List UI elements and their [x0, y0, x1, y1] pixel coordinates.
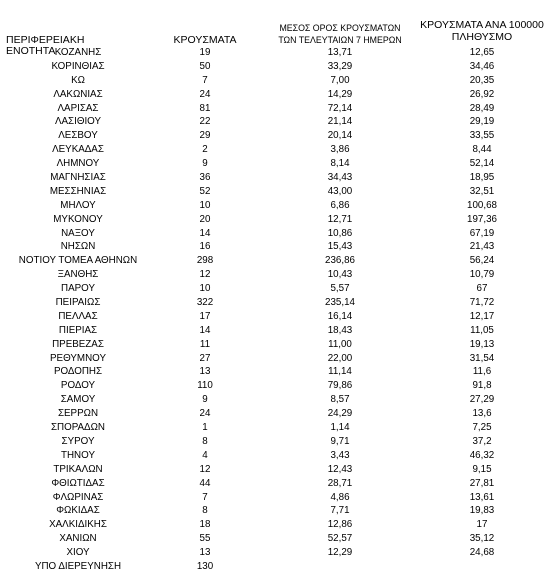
table-row [0, 199, 544, 213]
region-cell: ΣΑΜΟΥ [60, 394, 96, 406]
per-100k-cell: 13,61 [469, 491, 495, 503]
seven-day-average-cell: 8,57 [330, 394, 350, 406]
per-100k-cell: 100,68 [467, 199, 497, 211]
seven-day-average-cell: 3,86 [330, 144, 350, 156]
region-cell: ΦΩΚΙΔΑΣ [56, 505, 100, 517]
region-cell: ΡΟΔΟΥ [60, 380, 96, 392]
per-100k-cell: 20,35 [469, 74, 495, 86]
per-100k-cell: 27,29 [469, 394, 495, 406]
table-row [0, 171, 544, 185]
region-cell: ΡΕΘΥΜΝΟΥ [50, 352, 106, 364]
region-cell: ΣΥΡΟΥ [61, 435, 95, 447]
region-cell: ΛΗΜΝΟΥ [56, 158, 100, 170]
table-row [0, 421, 544, 435]
table-row [0, 504, 544, 518]
table-row [0, 129, 544, 143]
seven-day-average-cell: 18,43 [327, 324, 353, 336]
table-row [0, 213, 544, 227]
seven-day-average-cell: 7,71 [330, 505, 350, 517]
cases-cell: 44 [199, 477, 211, 489]
per-100k-cell: 7,25 [472, 422, 492, 434]
table-row [0, 157, 544, 171]
cases-cell: 50 [199, 60, 211, 72]
region-cell: ΚΟΡΙΝΘΙΑΣ [51, 60, 105, 72]
seven-day-average-cell: 7,00 [330, 74, 350, 86]
seven-day-average-cell: 16,14 [327, 310, 353, 322]
table-row [0, 491, 544, 505]
seven-day-average-cell: 6,86 [330, 199, 350, 211]
per-100k-cell: 26,92 [469, 88, 495, 100]
per-100k-cell: 56,24 [469, 255, 495, 267]
table-row [0, 268, 544, 282]
per-100k-cell: 67,19 [469, 227, 495, 239]
region-cell: ΚΩ [71, 74, 85, 86]
header-cases-per-100k-line1: ΚΡΟΥΣΜΑΤΑ ΑΝΑ 100000 [420, 19, 544, 31]
table-row [0, 115, 544, 129]
per-100k-cell: 35,12 [469, 533, 495, 545]
seven-day-average-cell: 24,29 [327, 408, 353, 420]
header-region: ΠΕΡΙΦΕΡΕΙΑΚΗ ΕΝΟΤΗΤΑ [6, 34, 85, 57]
cases-cell: 22 [199, 116, 211, 128]
seven-day-average-cell: 10,86 [327, 227, 353, 239]
per-100k-cell: 37,2 [472, 435, 492, 447]
seven-day-average-cell: 12,29 [327, 547, 353, 559]
table-row [0, 560, 544, 574]
table-row [0, 296, 544, 310]
region-cell: ΦΘΙΩΤΙΔΑΣ [51, 477, 105, 489]
per-100k-cell: 28,49 [469, 102, 495, 114]
per-100k-cell: 17 [476, 519, 488, 531]
per-100k-cell: 12,65 [469, 47, 495, 58]
seven-day-average-cell: 11,14 [328, 366, 352, 378]
region-cell: ΠΕΛΛΑΣ [58, 310, 98, 322]
cases-cell: 10 [199, 283, 211, 295]
table-row [0, 365, 544, 379]
region-cell: ΞΑΝΘΗΣ [57, 269, 99, 281]
per-100k-cell: 32,51 [469, 185, 495, 197]
region-cell: ΤΗΝΟΥ [61, 449, 95, 461]
cases-cell: 55 [199, 533, 211, 545]
seven-day-average-cell: 33,29 [327, 60, 353, 72]
cases-cell: 7 [202, 74, 208, 86]
region-cell: ΧΑΝΙΩΝ [59, 533, 97, 545]
region-cell: ΣΕΡΡΩΝ [57, 408, 99, 420]
cases-cell: 130 [196, 560, 214, 572]
cases-cell: 7 [202, 491, 208, 503]
per-100k-cell: 9,15 [472, 463, 492, 475]
cases-cell: 13 [199, 547, 211, 559]
table-row [0, 185, 544, 199]
cases-cell: 4 [202, 449, 208, 461]
seven-day-average-cell: 235,14 [325, 297, 355, 309]
per-100k-cell: 21,43 [469, 241, 495, 253]
cases-cell: 2 [202, 144, 208, 156]
per-100k-cell: 11,6 [472, 366, 492, 378]
region-cell: ΜΕΣΣΗΝΙΑΣ [49, 185, 107, 197]
per-100k-cell: 46,32 [469, 449, 495, 461]
per-100k-cell: 11,05 [470, 324, 494, 336]
seven-day-average-cell: 12,43 [327, 463, 353, 475]
seven-day-average-cell: 15,43 [327, 241, 353, 253]
seven-day-average-cell: 72,14 [327, 102, 353, 114]
per-100k-cell: 34,46 [469, 60, 495, 72]
seven-day-average-cell: 43,00 [327, 185, 353, 197]
seven-day-average-cell: 13,71 [327, 47, 353, 58]
seven-day-average-cell: 11,00 [328, 338, 352, 350]
table-row [0, 254, 544, 268]
cases-cell: 9 [202, 158, 208, 170]
seven-day-average-cell: 79,86 [327, 380, 353, 392]
seven-day-average-cell: 4,86 [330, 491, 350, 503]
per-100k-cell: 12,17 [469, 310, 495, 322]
table-row [0, 240, 544, 254]
table-row [0, 352, 544, 366]
cases-cell: 14 [199, 227, 211, 239]
cases-cell: 10 [199, 199, 211, 211]
header-seven-day-average [270, 22, 410, 46]
cases-cell: 24 [199, 408, 211, 420]
region-cell: ΠΑΡΟΥ [61, 283, 95, 295]
per-100k-cell: 197,36 [467, 213, 497, 225]
region-cell: ΜΗΛΟΥ [60, 199, 96, 211]
per-100k-cell: 13,6 [472, 408, 492, 420]
table-row [0, 477, 544, 491]
region-cell: ΛΑΚΩΝΙΑΣ [53, 88, 103, 100]
table-row [0, 393, 544, 407]
cases-cell: 12 [199, 463, 211, 475]
cases-cell: 36 [199, 172, 211, 184]
header-cases-per-100k [420, 19, 544, 43]
per-100k-cell: 18,95 [469, 172, 495, 184]
seven-day-average-cell: 3,43 [330, 449, 350, 461]
per-100k-cell: 27,81 [469, 477, 495, 489]
cases-cell: 29 [199, 130, 211, 142]
region-cell: ΝΟΤΙΟΥ ΤΟΜΕΑ ΑΘΗΝΩΝ [18, 255, 138, 267]
region-cell: ΜΥΚΟΝΟΥ [53, 213, 103, 225]
per-100k-cell: 29,19 [469, 116, 495, 128]
per-100k-cell: 19,83 [469, 505, 495, 517]
per-100k-cell: 91,8 [472, 380, 492, 392]
table-row [0, 324, 544, 338]
per-100k-cell: 24,68 [469, 547, 495, 559]
per-100k-cell: 10,79 [469, 269, 495, 281]
region-cell: ΛΑΡΙΣΑΣ [57, 102, 99, 114]
seven-day-average-cell: 20,14 [327, 130, 353, 142]
seven-day-average-cell: 10,43 [327, 269, 353, 281]
table-row [0, 102, 544, 116]
cases-cell: 11 [199, 338, 211, 350]
region-cell: ΣΠΟΡΑΔΩΝ [50, 422, 106, 434]
region-cell: ΤΡΙΚΑΛΩΝ [53, 463, 103, 475]
cases-cell: 8 [202, 505, 208, 517]
seven-day-average-cell: 12,86 [327, 519, 353, 531]
table-row [0, 310, 544, 324]
region-cell: ΠΙΕΡΙΑΣ [58, 324, 98, 336]
region-cell: ΦΛΩΡΙΝΑΣ [52, 491, 104, 503]
table-row [0, 463, 544, 477]
cases-cell: 1 [202, 422, 208, 434]
seven-day-average-cell: 1,14 [330, 422, 350, 434]
per-100k-cell: 52,14 [469, 158, 495, 170]
table-row [0, 407, 544, 421]
cases-cell: 8 [202, 435, 208, 447]
region-cell: ΠΡΕΒΕΖΑΣ [52, 338, 104, 350]
region-cell: ΠΕΙΡΑΙΩΣ [55, 297, 101, 309]
cases-cell: 81 [199, 102, 211, 114]
seven-day-average-cell: 12,71 [327, 213, 353, 225]
cases-cell: 110 [197, 380, 213, 392]
cases-cell: 322 [196, 297, 214, 309]
table-row [0, 546, 544, 560]
region-cell: ΥΠΟ ΔΙΕΡΕΥΝΗΣΗ [34, 560, 122, 572]
cases-cell: 27 [199, 352, 211, 364]
region-cell: ΛΕΣΒΟΥ [58, 130, 98, 142]
table-row [0, 532, 544, 546]
region-cell: ΚΟΖΑΝΗΣ [54, 47, 102, 58]
cases-cell: 14 [199, 324, 211, 336]
seven-day-average-cell: 5,57 [330, 283, 350, 295]
seven-day-average-cell: 28,71 [327, 477, 353, 489]
table-row [0, 143, 544, 157]
cases-cell: 20 [199, 213, 211, 225]
per-100k-cell: 19,13 [469, 338, 495, 350]
per-100k-cell: 33,55 [469, 130, 495, 142]
header-seven-day-average-line1: ΜΕΣΟΣ ΟΡΟΣ ΚΡΟΥΣΜΑΤΩΝ [279, 23, 401, 33]
table-row [0, 227, 544, 241]
seven-day-average-cell: 14,29 [327, 88, 353, 100]
per-100k-cell: 31,54 [469, 352, 495, 364]
cases-cell: 17 [199, 310, 211, 322]
region-cell: ΝΑΞΟΥ [61, 227, 95, 239]
per-100k-cell: 67 [476, 283, 488, 295]
table-row [0, 74, 544, 88]
cases-cell: 13 [199, 366, 211, 378]
cases-cell: 18 [199, 519, 211, 531]
per-100k-cell: 71,72 [469, 297, 495, 309]
region-cell: ΧΑΛΚΙΔΙΚΗΣ [49, 519, 107, 531]
cases-cell: 298 [196, 255, 214, 267]
cases-cell: 24 [199, 88, 211, 100]
table-row [0, 60, 544, 74]
region-cell: ΜΑΓΝΗΣΙΑΣ [50, 172, 106, 184]
cases-cell: 12 [199, 269, 211, 281]
header-cases: ΚΡΟΥΣΜΑΤΑ [173, 34, 237, 46]
table-row [0, 46, 544, 60]
seven-day-average-cell: 9,71 [330, 435, 350, 447]
header-cases-per-100k-line2: ΠΛΗΘΥΣΜΟ [451, 31, 513, 43]
seven-day-average-cell: 8,14 [330, 158, 350, 170]
region-cell: ΛΑΣΙΘΙΟΥ [54, 116, 102, 128]
table-row [0, 88, 544, 102]
seven-day-average-cell: 22,00 [327, 352, 353, 364]
region-cell: ΛΕΥΚΑΔΑΣ [52, 144, 104, 156]
seven-day-average-cell: 34,43 [327, 172, 353, 184]
header-seven-day-average-line2: ΤΩΝ ΤΕΛΕΥΤΑΙΩΝ 7 ΗΜΕΡΩΝ [278, 35, 402, 45]
region-cell: ΡΟΔΟΠΗΣ [53, 366, 103, 378]
per-100k-cell: 8,44 [472, 144, 492, 156]
cases-cell: 52 [199, 185, 211, 197]
table-row [0, 282, 544, 296]
table-row [0, 379, 544, 393]
seven-day-average-cell: 52,57 [327, 533, 353, 545]
table-row [0, 435, 544, 449]
region-cell: ΝΗΣΩΝ [60, 241, 96, 253]
region-cell: ΧΙΟΥ [66, 547, 90, 559]
table-row [0, 338, 544, 352]
seven-day-average-cell: 236,86 [325, 255, 355, 267]
seven-day-average-cell: 21,14 [327, 116, 353, 128]
cases-cell: 16 [199, 241, 211, 253]
cases-cell: 9 [202, 394, 208, 406]
cases-cell: 19 [199, 47, 211, 58]
table-row [0, 518, 544, 532]
table-body [0, 46, 544, 574]
table-row [0, 449, 544, 463]
